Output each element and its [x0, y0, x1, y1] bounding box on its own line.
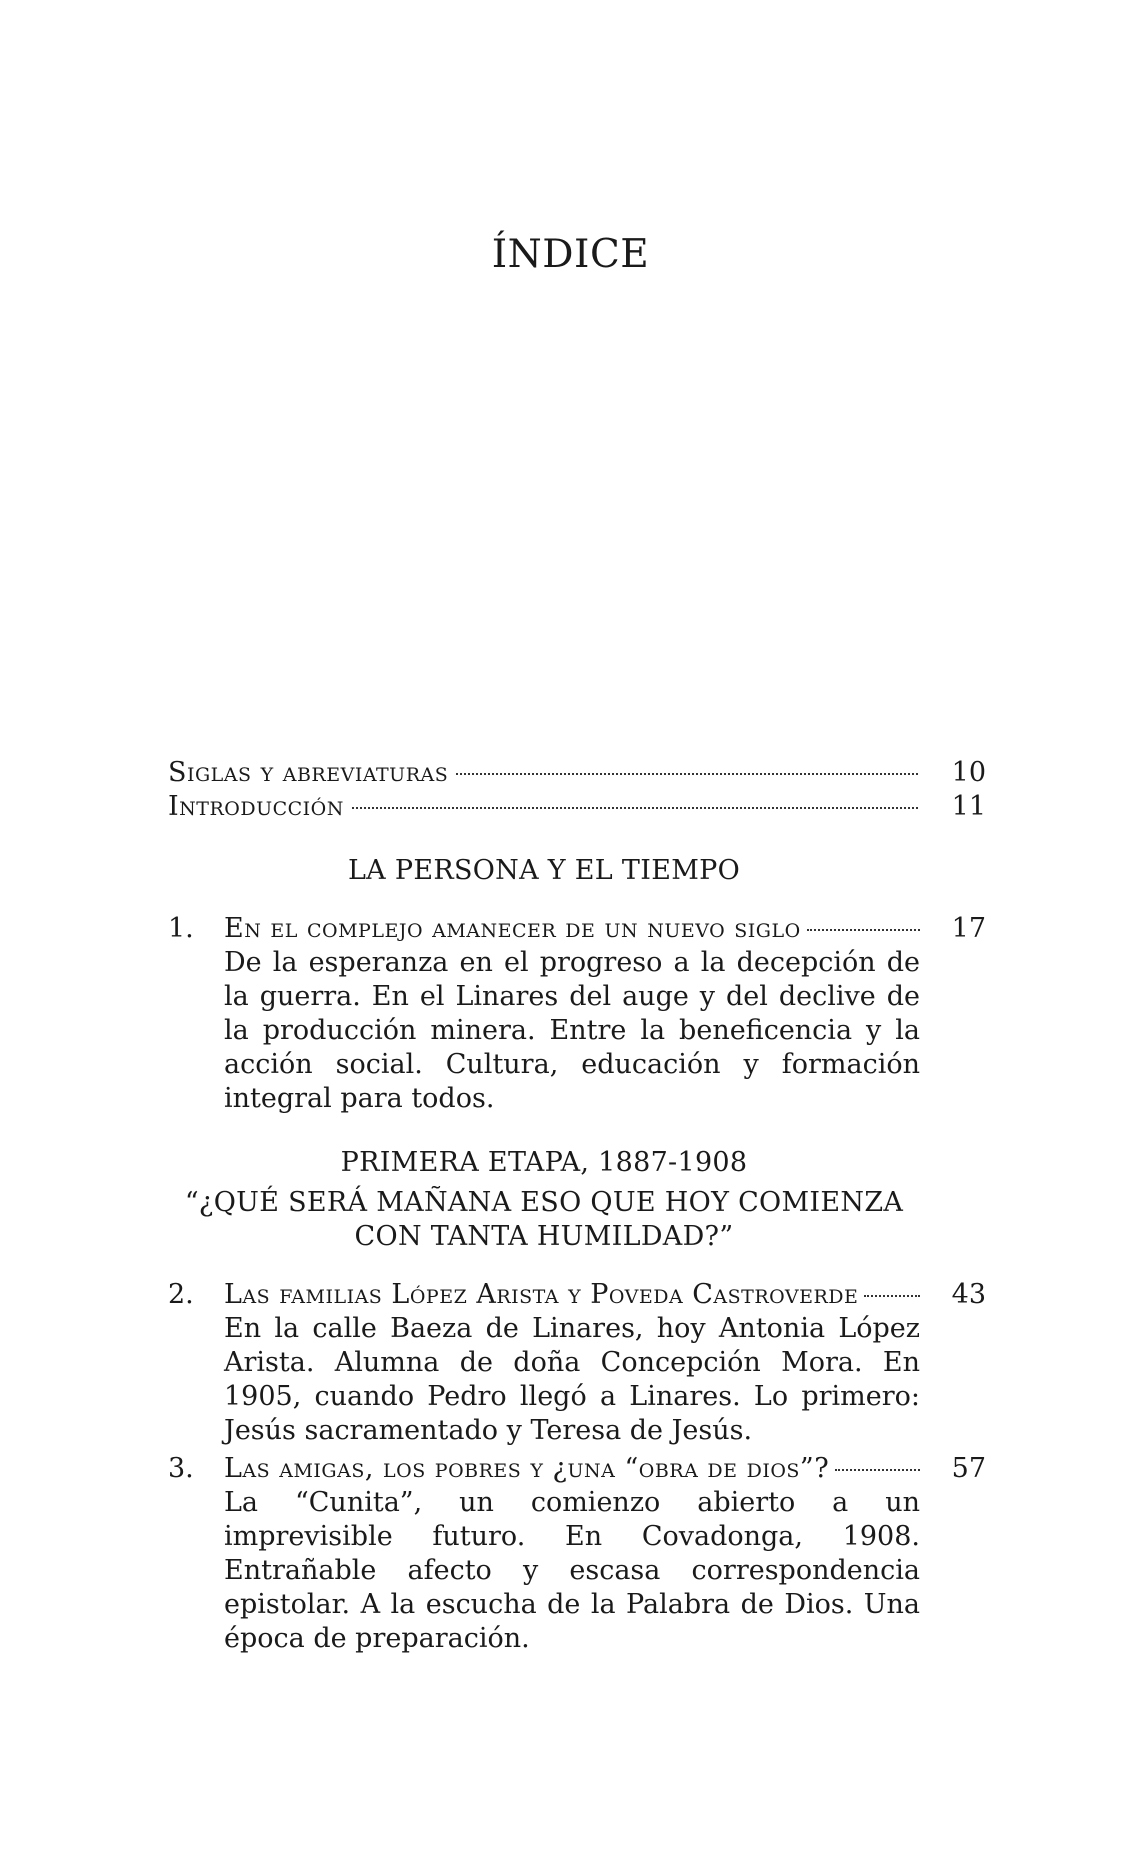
section-subheading-line-1: “¿QUÉ SERÁ MAÑANA ESO QUE HOY COMIENZA [184, 1187, 904, 1218]
chapter-page: 17 [951, 913, 986, 944]
chapter-number: 3. [168, 1453, 194, 1484]
toc-entry-siglas [168, 756, 986, 790]
toc-chapter-2 [168, 1278, 986, 1448]
chapter-number: 2. [168, 1279, 194, 1310]
chapter-description: De la esperanza en el progreso a la decepción de la guerra. En el Linares del auge y del declive de la producción minera. Entre la beneficencia y la acción social. Cultura, educación y formación integral para todos. [224, 947, 920, 1114]
toc-entry-page: 11 [951, 791, 986, 822]
dot-leader [352, 807, 918, 809]
dot-leader [807, 929, 920, 931]
chapter-number: 1. [168, 913, 194, 944]
page-title: ÍNDICE [491, 232, 650, 277]
chapter-page: 43 [951, 1279, 986, 1310]
chapter-title: Las familias López Arista y Poveda Castroverde [224, 1279, 859, 1310]
dot-leader [456, 773, 918, 775]
table-of-contents [168, 756, 986, 1656]
chapter-description: La “Cunita”, un comienzo abierto a un imprevisible futuro. En Covadonga, 1908. Entrañable afecto y escasa correspondencia epistolar. A la escucha de la Palabra de Dios. Una época de preparación. [224, 1487, 920, 1654]
section-heading-persona-tiempo: LA PERSONA Y EL TIEMPO [347, 855, 741, 886]
dot-leader [835, 1469, 920, 1471]
dot-leader [864, 1295, 920, 1297]
toc-entry-page: 10 [951, 757, 986, 788]
toc-chapter-1 [168, 912, 986, 1116]
toc-chapter-3 [168, 1452, 986, 1656]
chapter-page: 57 [951, 1453, 986, 1484]
toc-entry-introduccion [168, 790, 986, 824]
toc-entry-label: Introducción [168, 791, 344, 822]
section-subheading-line-2: CON TANTA HUMILDAD?” [354, 1221, 734, 1252]
toc-entry-label: Siglas y abreviaturas [168, 757, 449, 788]
chapter-title: En el complejo amanecer de un nuevo siglo [224, 913, 801, 944]
chapter-title: Las amigas, los pobres y ¿una “obra de dios”? [224, 1453, 830, 1484]
chapter-description: En la calle Baeza de Linares, hoy Antonia López Arista. Alumna de doña Concepción Mora. En 1905, cuando Pedro llegó a Linares. Lo primero: Jesús sacramentado y Teresa de Jesús. [224, 1313, 920, 1446]
section-heading-primera-etapa: PRIMERA ETAPA, 1887-1908 [340, 1147, 748, 1178]
